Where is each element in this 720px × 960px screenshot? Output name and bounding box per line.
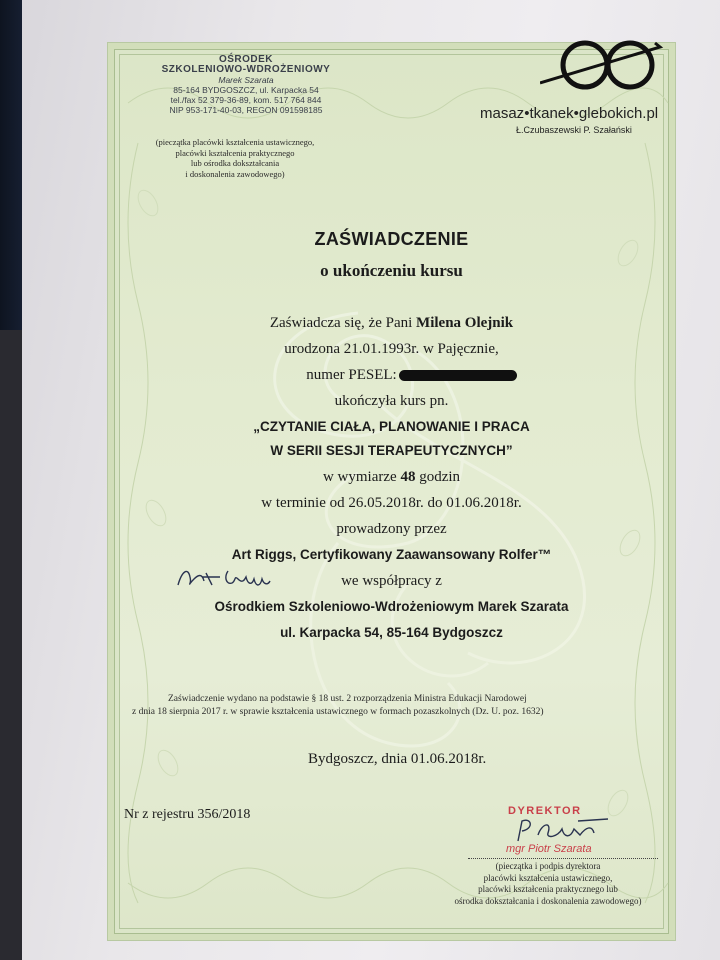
- stamp-line-3: Marek Szarata: [218, 75, 274, 85]
- legal-basis-line-1: Zaświadczenie wydano na podstawie § 18 ust. 2 rozporządzenia Ministra Edukacji Narodowej: [168, 694, 527, 704]
- stamp-caption-line: lub ośrodka dokształcania: [190, 158, 280, 168]
- stamp-caption-line: (pieczątka placówki kształcenia ustawicznego,: [155, 137, 315, 147]
- stamp-line-4: 85-164 BYDGOSZCZ, ul. Karpacka 54: [173, 85, 319, 95]
- signature-caption: [428, 861, 668, 907]
- organization-address: ul. Karpacka 54, 85-164 Bydgoszcz: [280, 625, 503, 640]
- paper-sheet: [22, 0, 720, 960]
- place-and-date: Bydgoszcz, dnia 01.06.2018r.: [308, 751, 487, 767]
- signature-caption-line: placówki kształcenia ustawicznego,: [483, 872, 613, 883]
- certificate: [107, 42, 676, 941]
- brand-separator: •: [573, 105, 579, 122]
- director-stamp-title: DYREKTOR: [508, 805, 582, 817]
- legal-basis-line-2: z dnia 18 sierpnia 2017 r. w sprawie kształcenia ustawicznego w formach pozaszkolnych (Dz. U. poz. 1632): [132, 707, 544, 717]
- stamp-line-2: SZKOLENIOWO-WDROŻENIOWY: [161, 64, 331, 75]
- brand-logo: [480, 105, 658, 122]
- director-name: mgr Piotr Szarata: [506, 843, 592, 855]
- body-line-birth: urodzona 21.01.1993r. w Pajęcznie,: [284, 341, 499, 357]
- instructor-name: Art Riggs, Certyfikowany Zaawansowany Rolfer™: [231, 547, 552, 562]
- pesel-redaction: [399, 370, 517, 381]
- hours-prefix: w wymiarze: [322, 469, 401, 485]
- brand-part-2: tkanek: [529, 105, 574, 122]
- body-line-led-by: prowadzony przez: [336, 521, 447, 537]
- stamp-line-5: tel./fax 52 379-36-89, kom. 517 764 844: [170, 95, 322, 105]
- body-line-coop: we współpracy z: [341, 573, 442, 589]
- stamp-caption: [150, 137, 320, 179]
- body-line-pesel: [108, 367, 675, 384]
- stamp-caption-line: placówki kształcenia praktycznego: [175, 147, 295, 158]
- brand-separator: •: [524, 105, 530, 122]
- signature-caption-line: (pieczątka i podpis dyrektora: [495, 861, 601, 871]
- body-line-dates: w terminie od 26.05.2018r. do 01.06.2018r.: [261, 495, 522, 511]
- course-title-line-1: „CZYTANIE CIAŁA, PLANOWANIE I PRACA: [253, 419, 530, 434]
- certificate-title: ZAŚWIADCZENIE: [314, 229, 469, 249]
- body-prefix: Zaświadcza się, że Pani: [269, 315, 417, 331]
- body-line-hours: [108, 469, 675, 486]
- brand-authors: Ł.Czubaszewski P. Szałański: [516, 125, 632, 135]
- signature-line: [468, 858, 658, 859]
- registry-number: Nr z rejestru 356/2018: [124, 807, 251, 822]
- infinity-logo-icon: [540, 39, 670, 95]
- hours-value: 48: [400, 469, 416, 485]
- stamp-line-1: OŚRODEK: [218, 54, 274, 65]
- recipient-name: Milena Olejnik: [416, 315, 514, 331]
- hours-suffix: godzin: [415, 469, 461, 485]
- signature-caption-line: placówki kształcenia praktycznego lub: [478, 884, 618, 894]
- body-line-name: [108, 315, 675, 332]
- certificate-subtitle: o ukończeniu kursu: [320, 261, 463, 280]
- brand-part-1: masaz: [480, 105, 525, 122]
- signature-caption-line: ośrodka dokształcania i doskonalenia zawodowego): [454, 895, 642, 906]
- pesel-label: numer PESEL:: [306, 367, 397, 383]
- organization-name: Ośrodkiem Szkoleniowo-Wdrożeniowym Marek Szarata: [214, 599, 569, 614]
- course-title-line-2: W SERII SESJI TERAPEUTYCZNYCH”: [270, 443, 513, 458]
- stamp-caption-line: i doskonalenia zawodowego): [185, 168, 285, 179]
- brand-part-3: glebokich.pl: [578, 105, 659, 122]
- body-line-course-intro: ukończyła kurs pn.: [334, 393, 449, 409]
- institution-stamp: [146, 55, 346, 115]
- stamp-line-6: NIP 953-171-40-03, REGON 091598185: [169, 105, 323, 115]
